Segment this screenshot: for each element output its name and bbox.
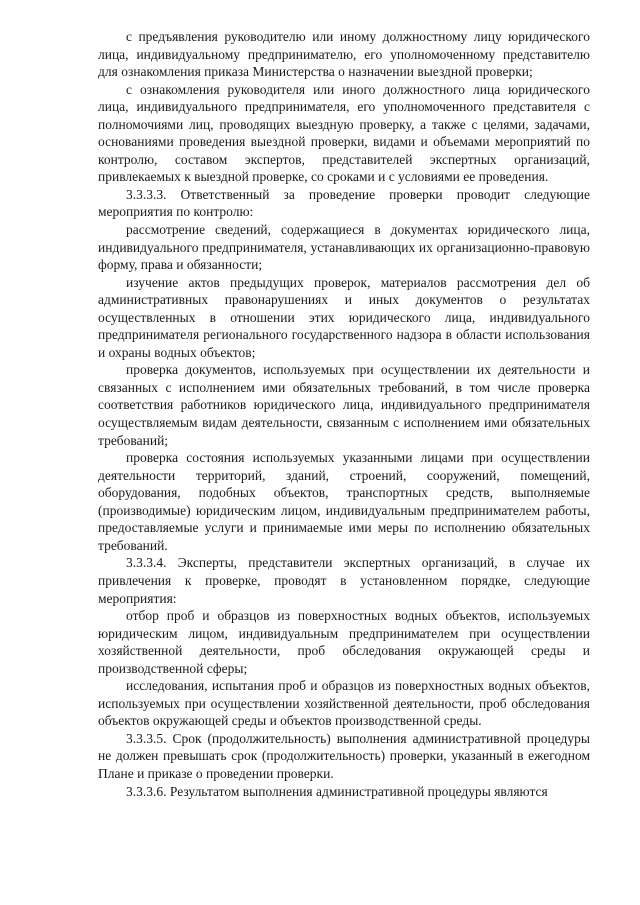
paragraph-12: 3.3.3.6. Результатом выполнения административной процедуры являются [126, 783, 548, 799]
paragraph-4: рассмотрение сведений, содержащиеся в документах юридического лица, индивидуального предпринимателя, устанавливающих их организационно-правовую форму, права и обязанности; [98, 222, 590, 273]
paragraph-6: проверка документов, используемых при осуществлении их деятельности и связанных с исполнением ими обязательных требований, в том числе проверка соответствия работников юридического лица, индивидуального предпринимателя осуществляемым видам деятельности, связанным с исполнением ими обязательных требований; [98, 362, 590, 448]
paragraph-8: 3.3.3.4. Эксперты, представители экспертных организаций, в случае их привлечения к проверке, проводят в установленном порядке, следующие мероприятия: [98, 555, 590, 606]
paragraph-5: изучение актов предыдущих проверок, материалов рассмотрения дел об административных правонарушениях и иных документов о результатах осуществленных в отношении этих юридического лица, индивидуального предпринимателя регионального государственного надзора в области использования и охраны водных объектов; [98, 274, 590, 360]
document-body [98, 28, 590, 800]
paragraph-11: 3.3.3.5. Срок (продолжительность) выполнения административной процедуры не должен превышать срок (продолжительность) проверки, указанный в ежегодном Плане и приказе о проведении проверки. [98, 730, 590, 781]
paragraph-1: с предъявления руководителю или иному должностному лицу юридического лица, индивидуальному предпринимателю, его уполномоченному представителю для ознакомления приказа Министерства о назначении выездной проверки; [98, 29, 590, 80]
paragraph-7: проверка состояния используемых указанными лицами при осуществлении деятельности территорий, зданий, строений, сооружений, помещений, оборудования, подобных объектов, транспортных средств, выполняемые (производимые) юридическим лицом, индивидуальным предпринимателем работы, предоставляемые услуги и принимаемые ими меры по исполнению обязательных требований. [98, 450, 590, 553]
paragraph-9: отбор проб и образцов из поверхностных водных объектов, используемых юридическим лицом, индивидуальным предпринимателем при осуществлении хозяйственной деятельности, проб обследования окружающей среды и производственной сферы; [98, 608, 590, 676]
paragraph-3: 3.3.3.3. Ответственный за проведение проверки проводит следующие мероприятия по контролю: [98, 186, 590, 220]
paragraph-2: с ознакомления руководителя или иного должностного лица юридического лица, индивидуального предпринимателя, его уполномоченного представителя с полномочиями лиц, проводящих выездную проверку, а также с целями, задачами, основаниями проведения выездной проверки, видами и объемами мероприятий по контролю, составом экспертов, представителей экспертных организаций, привлекаемых к выездной проверке, со сроками и с условиями ее проведения. [98, 81, 590, 185]
paragraph-10: исследования, испытания проб и образцов из поверхностных водных объектов, используемых при осуществлении хозяйственной деятельности, проб обследования объектов окружающей среды и объектов производственной среды. [98, 678, 590, 729]
